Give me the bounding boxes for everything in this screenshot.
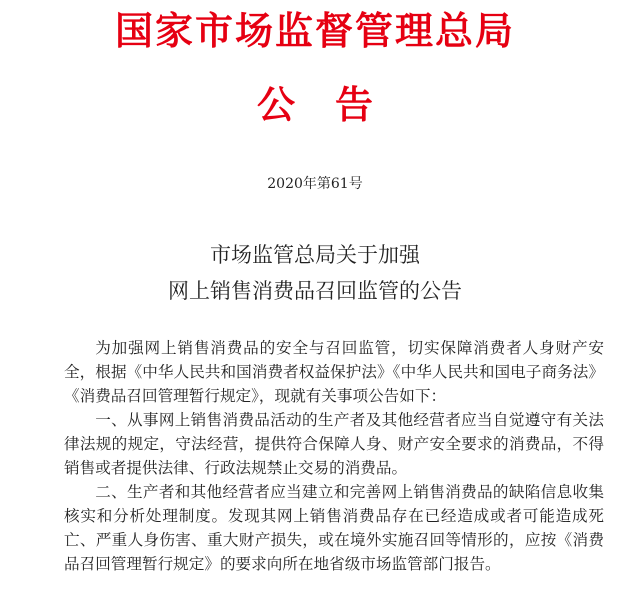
document-type: 公告 [256,83,413,127]
body-paragraph-item-2: 二、生产者和其他经营者应当建立和完善网上销售消费品的缺陷信息收集核实和分析处理制度。发现其网上销售消费品存在已经造成或者可能造成死亡、严重人身伤害、重大财产损失，或在境外实施召回等情形的，应按《消费品召回管理暂行规定》的要求向所在地省级市场监管部门报告。 [64,483,604,573]
document-title-line-2: 网上销售消费品召回监管的公告 [168,279,462,303]
body-paragraph-item-1: 一、从事网上销售消费品活动的生产者及其他经营者应当自觉遵守有关法律法规的规定，守法经营，提供符合保障人身、财产安全要求的消费品，不得销售或者提供法律、行政法规禁止交易的消费品。 [64,411,604,477]
document-number: 2020年第61号 [267,176,363,192]
document-body [64,336,604,576]
issuer-name: 国家市场监督管理总局 [114,9,515,53]
body-paragraph-preamble: 为加强网上销售消费品的安全与召回监管，切实保障消费者人身财产安全，根据《中华人民共和国消费者权益保护法》《中华人民共和国电子商务法》《消费品召回管理暂行规定》，现就有关事项公告如下： [64,339,604,405]
document-title-line-1: 市场监管总局关于加强 [210,243,420,267]
